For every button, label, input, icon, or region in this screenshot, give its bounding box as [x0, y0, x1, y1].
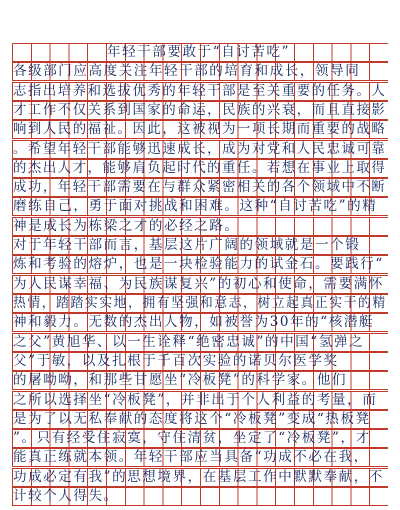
essay-line-text: 功成必定有我”的思想境界，在基层工作中默默奉献，不 [13, 468, 384, 485]
essay-line [12, 313, 388, 332]
essay-line [12, 120, 388, 139]
essay-line [12, 333, 388, 352]
essay-line [12, 178, 388, 197]
essay-line-text: 父”于敏，以及扎根于千百次实验的诺贝尔医学奖 [13, 352, 339, 369]
essay-line-text: 炼和考验的熔炉，也是一块检验能力的试金石。要践行“ [13, 256, 384, 273]
essay-line-text: 。希望年轻干部能够迅速成长，成为对党和人民忠诚可靠 [13, 140, 387, 157]
essay-line-text: 计较个人得失。 [13, 488, 119, 504]
essay-line [12, 371, 388, 390]
essay-line [12, 159, 388, 178]
essay-line [12, 236, 388, 255]
essay-line-text: 热情，踏踏实实地，拥有坚强和意志，树立起真正实干的精 [13, 295, 387, 311]
essay-line [12, 468, 388, 487]
essay-line [12, 197, 388, 216]
essay-line-text: 能真正练就本领。年轻干部应当具备“功成不必在我， [13, 449, 369, 466]
essay-line-text: 之父”黄旭华、以一生诠释“绝密忠诚”的中国“氢弹之 [13, 333, 365, 350]
essay-line-text: ”。只有经受住寂寞，守住清贫，坐定了“冷板凳”，才 [13, 430, 371, 447]
essay-line-text: 对于年轻干部而言，基层这片广阔的领域就是一个锻 [13, 237, 361, 253]
essay-line-text: 才工作不仅关系到国家的命运，民族的兴衰，而且直接影 [13, 101, 387, 118]
essay-line [12, 410, 388, 429]
essay-line [12, 429, 388, 448]
essay-title-row [12, 43, 388, 62]
essay-line-text: 的屠呦呦，和那些甘愿坐“冷板凳”的科学家。他们 [13, 372, 348, 389]
essay-line-text: 成功，年轻干部需要在与群众紧密相关的各个领域中不断 [13, 179, 387, 196]
essay-line [12, 101, 388, 120]
essay-line [12, 62, 388, 81]
essay-line [12, 217, 388, 236]
essay-line-text: 志指出培养和选拔优秀的年轻干部是至关重要的任务。人 [13, 82, 387, 99]
essay-line [12, 391, 388, 410]
essay-line [12, 352, 388, 371]
essay-line-text: 之所以选择坐“冷板凳”，并非出于个人利益的考量，而 [13, 391, 378, 408]
essay-line-text: 的杰出人才，能够肩负起时代的重任。若想在事业上取得 [13, 159, 387, 176]
essay-line [12, 82, 388, 101]
essay-line-text: 为人民谋幸福、为民族谋复兴”的初心和使命，需要满怀 [13, 275, 384, 292]
essay-line [12, 487, 388, 506]
essay-line-text: 神是成长为栋梁之才的必经之路。 [13, 217, 240, 234]
essay-line [12, 294, 388, 313]
essay-line [12, 140, 388, 159]
essay-line-text: 响到人民的福祉。因此，这被视为一项长期而重要的战略 [13, 121, 387, 138]
essay-title: 年轻干部要敢于“自讨苦吃” [107, 44, 291, 60]
essay-line-text: 磨练自己，勇于面对挑战和困难。这种“自讨苦吃”的精 [13, 198, 378, 215]
essay-line-text: 是为了以无私奉献的态度将这个“冷板凳”变成“热板凳 [13, 410, 371, 427]
essay-line-text: 各级部门应高度关注年轻干部的培育和成长，领导同 [13, 63, 361, 80]
essay-line [12, 255, 388, 274]
essay-line-text: 神和毅力。无数的杰出人物，如被誉为30年的“核潜艇 [13, 314, 375, 331]
essay-line [12, 448, 388, 467]
essay-line [12, 275, 388, 294]
